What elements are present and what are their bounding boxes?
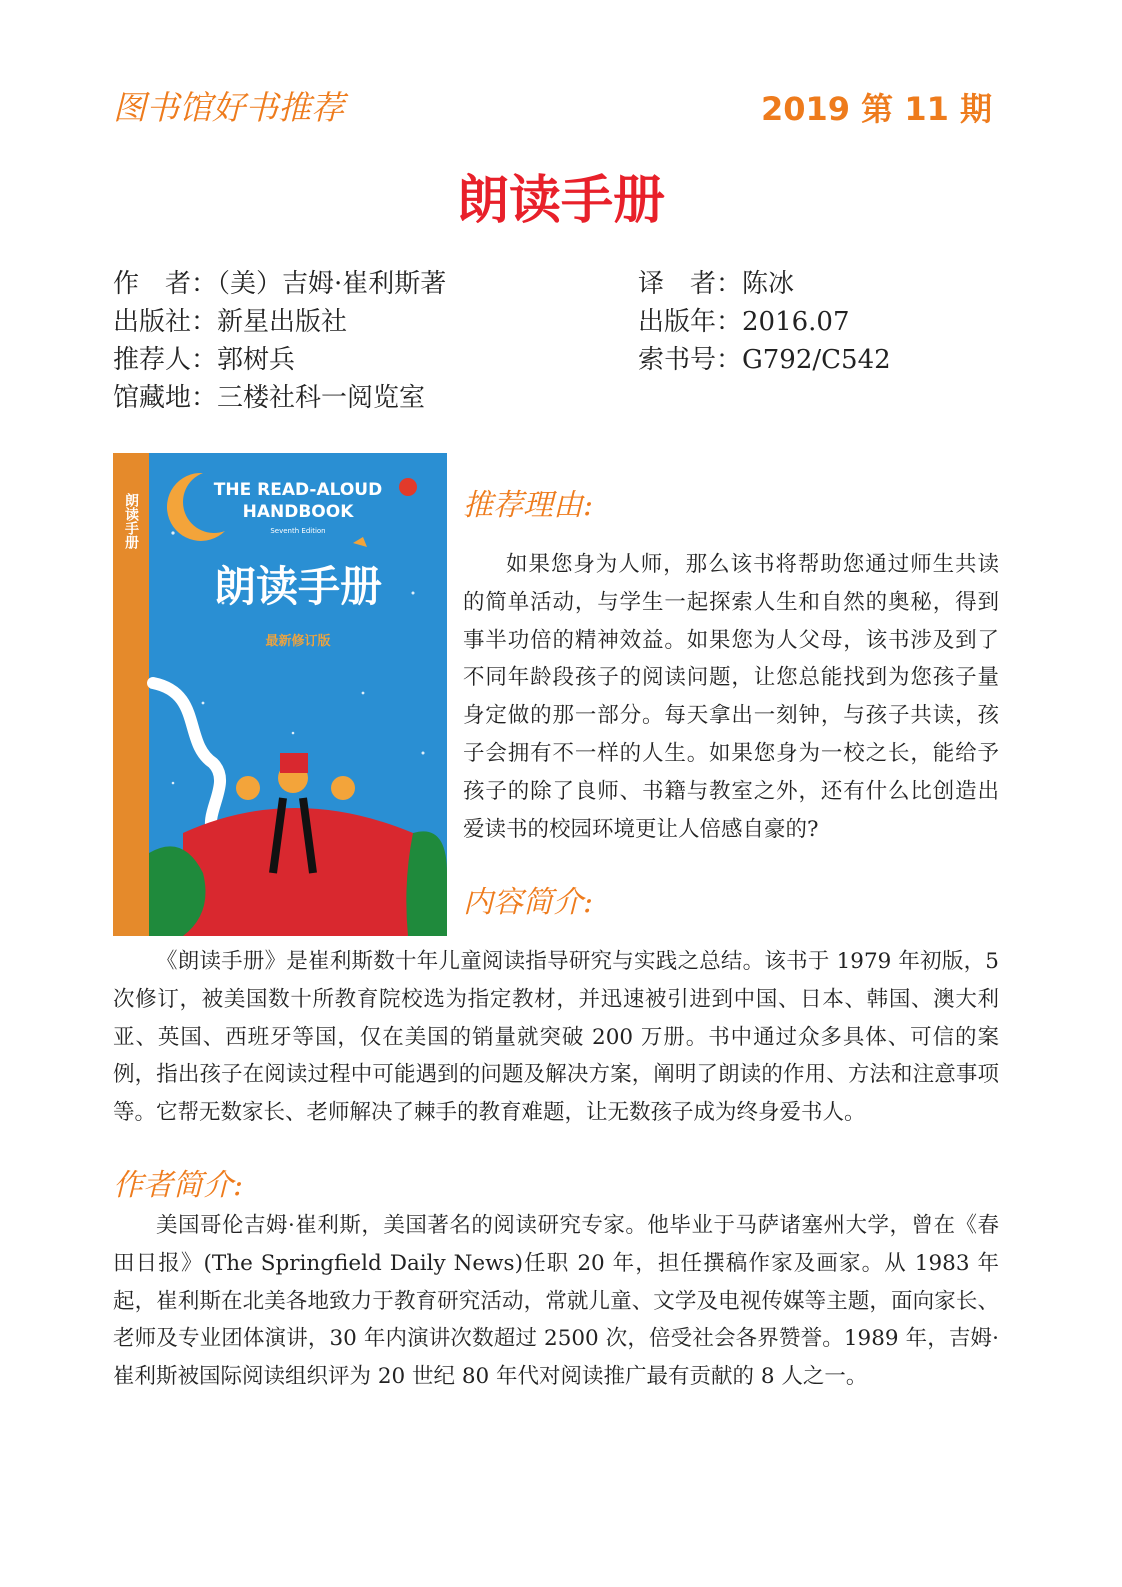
meta-left-column <box>113 265 446 417</box>
cover-edition-cn: 最新修订版 <box>265 634 331 649</box>
author-intro-text: 美国哥伦吉姆·崔利斯，美国著名的阅读研究专家。他毕业于马萨诸塞州大学，曾在《春田日报》(The Springfield Daily News)任职 20 年，担任撰稿作家及画家。从 1983 年起，崔利斯在北美各地致力于教育研究活动，常就儿童、文学及电视传媒等主题，面向家长、老师及专业团体演讲，30 年内演讲次数超过 2500 次，倍受社会各界赞誉。1989 年，吉姆·崔利斯被国际阅读组织评为 20 世纪 80 年代对阅读推广最有贡献的 8 人之一。 <box>113 1213 999 1390</box>
cover-en-title-2: HANDBOOK <box>242 502 354 522</box>
summary-heading: 内容简介: <box>463 885 594 920</box>
cover-cn-title: 朗读手册 <box>213 562 383 611</box>
reason-heading: 推荐理由: <box>463 488 594 523</box>
cover-en-title-1: THE READ-ALOUD <box>213 480 383 500</box>
book-title: 朗读手册 <box>456 171 665 231</box>
meta-recommender: 推荐人：郭树兵 <box>113 345 296 375</box>
series-title: 图书馆好书推荐 <box>113 88 344 127</box>
reason-text: 如果您身为人师，那么该书将帮助您通过师生共读的简单活动，与学生一起探索人生和自然的奥秘，得到事半功倍的精神效益。如果您为人父母，该书涉及到了不同年龄段孩子的阅读问题，让您总能找到为您孩子量身定做的那一部分。每天拿出一刻钟，与孩子共读，孩子会拥有不一样的人生。如果您身为一校之长，能给予孩子的除了良师、书籍与教室之外，还有什么比创造出爱读书的校园环境更让人倍感自豪的? <box>463 552 999 842</box>
meta-author: 作 者：（美）吉姆·崔利斯著 <box>113 269 447 299</box>
cover-spine-title: 朗读手册 <box>123 493 139 549</box>
book-cover-illustration <box>113 453 447 936</box>
meta-location: 馆藏地：三楼社科一阅览室 <box>113 383 426 413</box>
cover-edition-en: Seventh Edition <box>270 527 326 535</box>
summary-text: 《朗读手册》是崔利斯数十年儿童阅读指导研究与实践之总结。该书于 1979 年初版，5 次修订，被美国数十所教育院校选为指定教材，并迅速被引进到中国、日本、韩国、澳大利亚、英国、西班牙等国，仅在美国的销量就突破 200 万册。书中通过众多具体、可信的案例，指出孩子在阅读过程中可能遇到的问题及解决方案，阐明了朗读的作用、方法和注意事项等。它帮无数家长、老师解决了棘手的教育难题，让无数孩子成为终身爱书人。 <box>113 949 999 1126</box>
meta-call-number: 索书号：G792/C542 <box>638 345 891 375</box>
meta-publisher: 出版社：新星出版社 <box>113 307 348 337</box>
meta-pub-year: 出版年：2016.07 <box>638 307 850 337</box>
author-intro-heading: 作者简介: <box>113 1168 244 1203</box>
meta-right-column <box>638 265 891 379</box>
issue-number: 2019 第 11 期 <box>760 90 992 128</box>
meta-translator: 译 者：陈冰 <box>638 269 795 299</box>
